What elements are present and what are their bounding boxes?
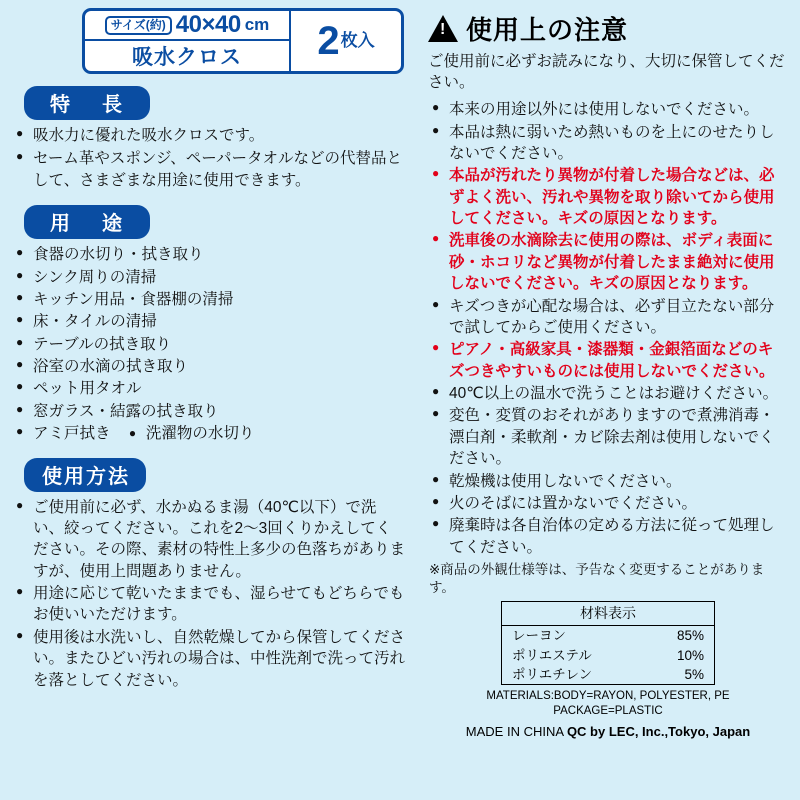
list-item-pair — [16, 423, 406, 444]
made-in: MADE IN CHINA — [465, 723, 564, 739]
method-list — [10, 497, 408, 691]
list-item: ● ペット用タオル — [16, 378, 406, 399]
materials-table — [501, 601, 715, 684]
list-item: ● 床・タイルの清掃 — [16, 311, 406, 332]
origin-footer — [426, 724, 790, 739]
material-name: ポリエステル — [512, 647, 592, 663]
list-item: ● ピアノ・高級家具・漆器類・金銀箔面などのキズつきやすいものには使用しないでください。 — [432, 339, 788, 382]
list-item: ● 40℃以上の温水で洗うことはお避けください。 — [432, 383, 788, 404]
list-item: ● シンク周りの清掃 — [16, 267, 406, 288]
list-item: ● 窓ガラス・結露の拭き取り — [16, 401, 406, 422]
features-list — [10, 125, 408, 191]
caution-list — [426, 99, 790, 558]
caution-subtitle: ご使用前に必ずお読みになり、大切に保管してください。 — [428, 53, 785, 92]
list-item: ● 乾燥機は使用しないでください。 — [432, 471, 788, 492]
right-column — [418, 0, 800, 800]
list-item: ● 本来の用途以外には使用しないでください。 — [432, 99, 788, 120]
size-bar-left — [85, 11, 289, 71]
material-pct: 10% — [676, 647, 704, 663]
material-pct: 5% — [684, 666, 704, 682]
list-item: ● テーブルの拭き取り — [16, 334, 406, 355]
list-item: ● 用途に応じて乾いたままでも、湿らせてもどちらでもお使いいただけます。 — [16, 583, 406, 626]
materials-footer — [426, 689, 790, 719]
list-item-b: 洗濯物の水切り — [145, 425, 255, 443]
list-item: ● 火のそばには置かないでください。 — [432, 493, 788, 514]
size-bar — [82, 8, 404, 74]
list-item: ● セーム革やスポンジ、ペーパータオルなどの代替品として、さまざまな用途に使用できます。 — [16, 148, 406, 191]
list-item: ● 本品は熱に弱いため熱いものを上にのせたりしないでください。 — [432, 122, 788, 165]
list-item: ● 本品が汚れたり異物が付着した場合などは、必ずよく洗い、汚れや異物を取り除いてから使用してください。キズの原因となります。 — [432, 165, 788, 229]
material-name: レーヨン — [512, 628, 566, 644]
list-item: ● 浴室の水滴の拭き取り — [16, 356, 406, 377]
product-name: 吸水クロス — [132, 46, 242, 69]
materials-footer-line1: MATERIALS:BODY=RAYON, POLYESTER, PE — [486, 689, 730, 702]
method-heading: 使用方法 — [24, 458, 146, 492]
materials-title: 材料表示 — [502, 602, 714, 626]
caution-title: 使用上の注意 — [466, 15, 629, 45]
list-item: ● 食器の水切り・拭き取り — [16, 244, 406, 265]
qc-info: QC by LEC, Inc.,Tokyo, Japan — [566, 723, 751, 739]
list-item: ● 洗車後の水滴除去に使用の際は、ボディ表面に砂・ホコリなど異物が付着したまま絶対に使用しないでください。キズの原因となります。 — [432, 230, 788, 294]
list-item-a: アミ戸拭き — [33, 425, 111, 443]
uses-heading: 用 途 — [24, 205, 150, 239]
caution-header — [428, 10, 790, 47]
materials-footer-line2: PACKAGE=PLASTIC — [553, 704, 663, 717]
count-suffix: 枚入 — [340, 31, 375, 50]
list-item: ● 変色・変質のおそれがありますので煮沸消毒・漂白剤・柔軟剤・カビ除去剤は使用しないでください。 — [432, 405, 788, 469]
list-item: ● ご使用前に必ず、水かぬるま湯（40℃以下）で洗い、絞ってください。これを2～3回くりかえしてください。その際、素材の特性上多少の色落ちがありますが、使用上問題ありません。 — [16, 497, 406, 583]
list-item: ● キッチン用品・食器棚の清掃 — [16, 289, 406, 310]
material-pct: 85% — [676, 628, 704, 644]
bullet-icon: ● — [128, 426, 137, 441]
material-name: ポリエチレン — [512, 666, 593, 682]
table-row — [502, 665, 714, 684]
count-number: 2 — [317, 19, 340, 63]
table-row — [502, 626, 714, 645]
size-unit: cm — [244, 15, 270, 34]
count-box — [289, 11, 401, 71]
size-label: サイズ(約) — [105, 16, 172, 35]
caution-note: ※商品の外観仕様等は、予告なく変更することがあります。 — [429, 562, 765, 596]
warning-triangle-icon — [428, 15, 458, 42]
size-row — [85, 11, 289, 41]
list-item: ● キズつきが心配な場合は、必ず目立たない部分で試してからご使用ください。 — [432, 296, 788, 339]
list-item: ● 使用後は水洗いし、自然乾燥してから保管してください。またひどい汚れの場合は、中性洗剤で洗って汚れを落としてください。 — [16, 627, 406, 691]
list-item: ● 廃棄時は各自治体の定める方法に従って処理してください。 — [432, 515, 788, 558]
list-item-b-wrap — [129, 425, 255, 442]
size-value: 40×40 — [175, 11, 241, 38]
table-row — [502, 646, 714, 665]
features-heading: 特 長 — [24, 86, 150, 120]
uses-list — [10, 244, 408, 444]
list-item: ● 吸水力に優れた吸水クロスです。 — [16, 125, 406, 146]
